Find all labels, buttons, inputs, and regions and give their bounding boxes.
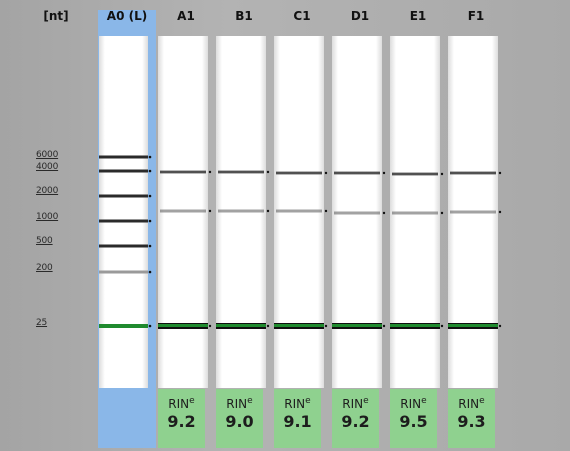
ladder-band [99, 195, 148, 198]
marker-band [274, 324, 324, 327]
band-28s [334, 171, 380, 175]
rin-box-b1 [216, 389, 263, 448]
rin-value: 9.1 [283, 412, 312, 431]
ladder-tick-500: 500 [36, 236, 53, 246]
marker-band [216, 324, 266, 327]
lane-label-b1: B1 [235, 9, 253, 23]
ladder-lane [99, 36, 148, 388]
band-dot [325, 325, 327, 327]
band-18s [334, 212, 380, 215]
band-dot [441, 325, 443, 327]
rin-value: 9.2 [341, 412, 370, 431]
rin-label: RIN$^e$ [458, 396, 485, 411]
lane-label-f1: F1 [467, 9, 485, 23]
ladder-tick-1000: 1000 [36, 212, 59, 222]
ladder-tick-25: 25 [36, 318, 48, 328]
marker-band [448, 324, 498, 327]
ladder-band [99, 245, 148, 248]
marker-band [158, 324, 208, 327]
band-18s [450, 211, 496, 214]
band-28s [392, 172, 438, 176]
rin-value: 9.5 [399, 412, 428, 431]
band-dot [383, 172, 385, 174]
rin-value: 9.3 [457, 412, 486, 431]
band-28s [276, 171, 322, 175]
ladder-band [99, 170, 148, 173]
rin-label: RIN$^e$ [284, 396, 311, 411]
ladder-marker-band [99, 324, 148, 328]
rin-label: RIN$^e$ [342, 396, 369, 411]
ladder-lane-label: A0 (L) [106, 9, 148, 23]
lane-label-c1: C1 [293, 9, 311, 23]
rin-box-e1 [390, 389, 437, 448]
ladder-tick-4000: 4000 [36, 162, 59, 172]
ladder-rin-placeholder [98, 389, 156, 448]
lane-label-e1: E1 [409, 9, 427, 23]
band-18s [218, 210, 264, 213]
ladder-band-dot [149, 195, 152, 198]
ladder-band-dot [149, 325, 152, 328]
band-dot [441, 173, 443, 175]
band-dot [209, 171, 211, 173]
rin-box-d1 [332, 389, 379, 448]
band-dot [267, 325, 269, 327]
rin-value: 9.2 [167, 412, 196, 431]
ladder-tick-2000: 2000 [36, 186, 59, 196]
ladder-band-dot [149, 170, 152, 173]
band-18s [160, 210, 206, 213]
band-dot [383, 325, 385, 327]
ladder-tick-200: 200 [36, 263, 53, 273]
band-18s [392, 212, 438, 215]
rin-box-f1 [448, 389, 495, 448]
band-18s [276, 210, 322, 213]
rin-value: 9.0 [225, 412, 254, 431]
band-dot [499, 211, 501, 213]
rin-box-c1 [274, 389, 321, 448]
band-dot [499, 325, 501, 327]
band-dot [267, 210, 269, 212]
band-dot [499, 172, 501, 174]
band-28s [450, 171, 496, 175]
ladder-band [99, 220, 148, 223]
rin-box-a1 [158, 389, 205, 448]
ladder-tick-6000: 6000 [36, 150, 59, 160]
band-dot [325, 210, 327, 212]
ladder-band [99, 271, 148, 274]
lane-label-d1: D1 [350, 9, 370, 23]
rin-label: RIN$^e$ [168, 396, 195, 411]
rin-label: RIN$^e$ [400, 396, 427, 411]
lane-label-a1: A1 [177, 9, 195, 23]
band-dot [209, 325, 211, 327]
band-dot [267, 171, 269, 173]
band-dot [441, 212, 443, 214]
ladder-band-dot [149, 220, 152, 223]
band-dot [383, 212, 385, 214]
ladder-band-dot [149, 245, 152, 248]
band-dot [325, 172, 327, 174]
ladder-band-dot [149, 156, 152, 159]
marker-band [332, 324, 382, 327]
band-dot [209, 210, 211, 212]
units-label: [nt] [43, 9, 69, 23]
ladder-band-dot [149, 271, 152, 274]
rin-label: RIN$^e$ [226, 396, 253, 411]
marker-band [390, 324, 440, 327]
band-28s [160, 170, 206, 174]
ladder-band [99, 156, 148, 159]
band-28s [218, 170, 264, 174]
